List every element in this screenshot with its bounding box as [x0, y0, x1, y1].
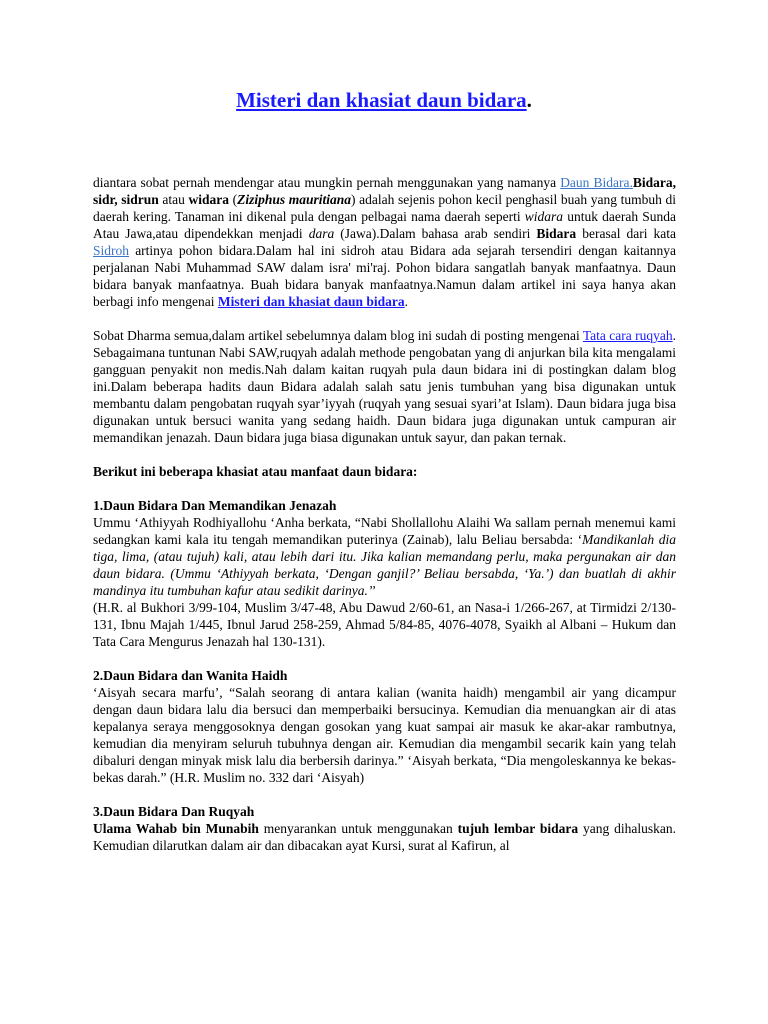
misteri-link[interactable]: Misteri dan khasiat daun bidara — [217, 294, 405, 309]
ruqyah-paragraph: Sobat Dharma semua,dalam artikel sebelumnya dalam blog ini sudah di posting mengenai Tata cara ruqyah. Sebagaimana tuntunan Nabi SAW,ruqyah adalah methode pengobatan yang di anjurkan bila kita mengalami gangguan penyakit non medis.Nah dalam kaitan ruqyah pula daun bidara ini di postingkan dalam blog ini.Dalam beberapa hadits daun Bidara adalah salah satu jenis tumbuhan yang bisa digunakan untuk membantu dalam pengobatan ruqyah syar’iyyah (ruqyah yang sesuai syari’at Islam). Daun bidara juga bisa digunakan untuk bersuci wanita yang sedang haidh. Daun bidara juga digunakan untuk campuran air memandikan jenazah. Daun bidara juga biasa digunakan untuk sayur, dan pakan ternak. — [93, 328, 676, 445]
tata-cara-ruqyah-link[interactable]: Tata cara ruqyah — [582, 328, 673, 343]
section1-citation: (H.R. al Bukhori 3/99-104, Muslim 3/47-48, Abu Dawud 2/60-61, an Nasa-i 1/266-267, at Tirmidzi 2/130-131, Ibnu Majah 1/445, Ibnul Jarud 258-259, Ahmad 5/84-85, 4076-4078, Syaikh al Albani – Hukum dan Tata Cara Mengurus Jenazah hal 130-131). — [93, 600, 676, 649]
benefits-heading: Berikut ini beberapa khasiat atau manfaat daun bidara: — [93, 464, 418, 479]
article-body — [93, 174, 676, 854]
daun-bidara-link[interactable]: Daun Bidara. — [560, 175, 633, 190]
intro-paragraph: diantara sobat pernah mendengar atau mungkin pernah menggunakan yang namanya Daun Bidara.Bidara, sidr, sidrun atau widara (Ziziphus mauritiana) adalah sejenis pohon kecil penghasil buah yang tumbuh di daerah kering. Tanaman ini dikenal pula dengan pelbagai nama daerah seperti widara untuk daerah Sunda Atau Jawa,atau dipendekkan menjadi dara (Jawa).Dalam bahasa arab sendiri Bidara berasal dari kata Sidroh artinya pohon bidara.Dalam hal ini sidroh atau Bidara ada sejarah tersendiri dengan kaitannya perjalanan Nabi Muhammad SAW dalam isra' mi'raj. Pohon bidara sangatlah banyak manfaatnya. Daun bidara banyak manfaatnya. Buah bidara banyak manfaatnya.Namun dalam artikel ini saya hanya akan berbagi info mengenai Misteri dan khasiat daun bidara. — [93, 175, 676, 309]
section2-heading: 2.Daun Bidara dan Wanita Haidh — [93, 668, 288, 683]
title-link[interactable]: Misteri dan khasiat daun bidara — [236, 88, 527, 112]
section1-text: Ummu ‘Athiyyah Rodhiyallohu ‘Anha berkata, “Nabi Shollallohu Alaihi Wa sallam pernah menemui kami sedangkan kami kala itu tengah memandikan puterinya (Zainab), lalu Beliau bersabda: ‘Mandikanlah dia tiga, lima, (atau tujuh) kali, atau lebih dari itu. Jika kalian memandang perlu, maka pergunakan air dan daun bidara. (Ummu ‘Athiyyah berkata, ‘Dengan ganjil?’ Beliau bersabda, ‘Ya.’) dan buatlah di akhir mandinya itu tumbuhan kafur atau sedikit darinya.’’ — [93, 515, 676, 598]
page-title — [0, 88, 768, 113]
sidroh-link[interactable]: Sidroh — [93, 243, 130, 258]
section3-heading: 3.Daun Bidara Dan Ruqyah — [93, 804, 255, 819]
section1-heading: 1.Daun Bidara Dan Memandikan Jenazah — [93, 498, 337, 513]
title-suffix: . — [526, 88, 532, 112]
section2-text: ‘Aisyah secara marfu’, “Salah seorang di antara kalian (wanita haidh) mengambil air yang dicampur dengan daun bidara lalu dia bersuci dan memperbaiki bersucinya. Kemudian dia menuangkan air di atas kepalanya seraya menggosoknya dengan gosokan yang kuat sampai air masuk ke akar-akar rambutnya, kemudian dia menyiram seluruh tubuhnya dengan air. Kemudian dia mengambil secarik kain yang telah dibaluri dengan minyak misk lalu dia berbersih darinya.” ‘Aisyah berkata, “Dia mengoleskannya ke bekas-bekas darah.” (H.R. Muslim no. 332 dari ‘Aisyah) — [93, 685, 676, 785]
section3-text: Ulama Wahab bin Munabih menyarankan untuk menggunakan tujuh lembar bidara yang dihaluskan. Kemudian dilarutkan dalam air dan dibacakan ayat Kursi, surat al Kafirun, al — [93, 821, 676, 853]
